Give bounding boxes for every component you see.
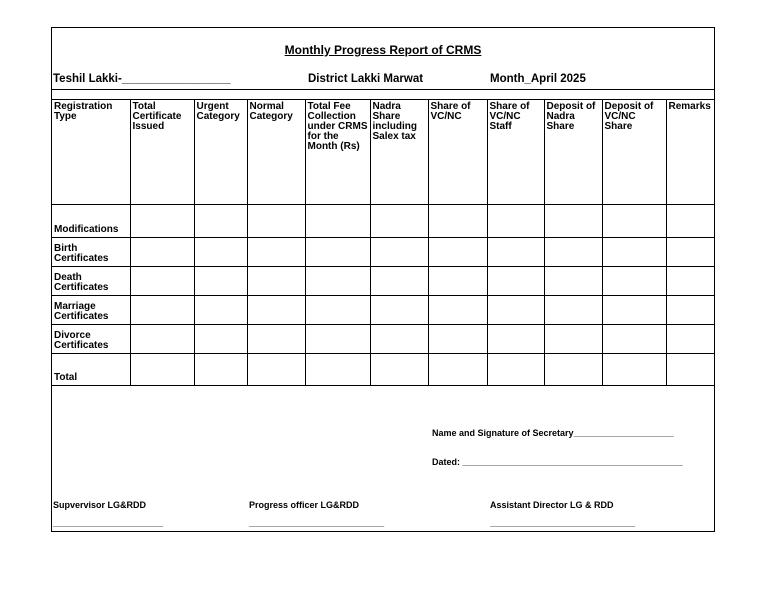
column-header: Deposit of VC/NC Share [602, 100, 666, 205]
column-header: Deposit of Nadra Share [544, 100, 602, 205]
table-row [52, 325, 714, 354]
table-row [52, 205, 714, 238]
column-header: Share of VC/NC Staff [487, 100, 544, 205]
progress-table [52, 99, 714, 386]
column-header: Normal Category [247, 100, 305, 205]
row-label: Death Certificates [52, 267, 130, 296]
row-label: Total [52, 354, 130, 386]
district-label: District Lakki Marwat [308, 73, 424, 85]
progress-officer-label: Progress officer LG&RDD [249, 500, 360, 510]
table-header-row [52, 100, 714, 205]
column-header: Urgent Category [194, 100, 247, 205]
row-label: Modifications [52, 205, 130, 238]
header-rule-top [52, 89, 714, 90]
row-label: Birth Certificates [52, 238, 130, 267]
progress-officer-signature-line: ___________________________ [249, 518, 385, 528]
column-header: Share of VC/NC [428, 100, 487, 205]
column-header: Nadra Share including Salex tax [370, 100, 428, 205]
supervisor-signature-line: ______________________ [53, 518, 164, 528]
table-row [52, 238, 714, 267]
table-row [52, 296, 714, 325]
report-title: Monthly Progress Report of CRMS [284, 43, 482, 57]
dated-field: Dated: ____________________________________________ [432, 457, 683, 467]
column-header: Total Fee Collection under CRMS for the Month (Rs) [305, 100, 370, 205]
secretary-signature: Name and Signature of Secretary____________________ [432, 428, 674, 438]
assistant-director-signature-line: _____________________________ [490, 518, 636, 528]
table-row [52, 354, 714, 386]
row-label: Divorce Certificates [52, 325, 130, 354]
table-row [52, 267, 714, 296]
column-header: Registration Type [52, 100, 130, 205]
column-header: Total Certificate Issued [130, 100, 194, 205]
month-label: Month_April 2025 [490, 73, 586, 85]
report-frame [51, 27, 715, 532]
column-header: Remarks [666, 100, 714, 205]
supervisor-label: Supvervisor LG&RDD [53, 500, 147, 510]
tehsil-field: Teshil Lakki-_________________ [53, 73, 231, 85]
assistant-director-label: Assistant Director LG & RDD [490, 500, 614, 510]
row-label: Marriage Certificates [52, 296, 130, 325]
